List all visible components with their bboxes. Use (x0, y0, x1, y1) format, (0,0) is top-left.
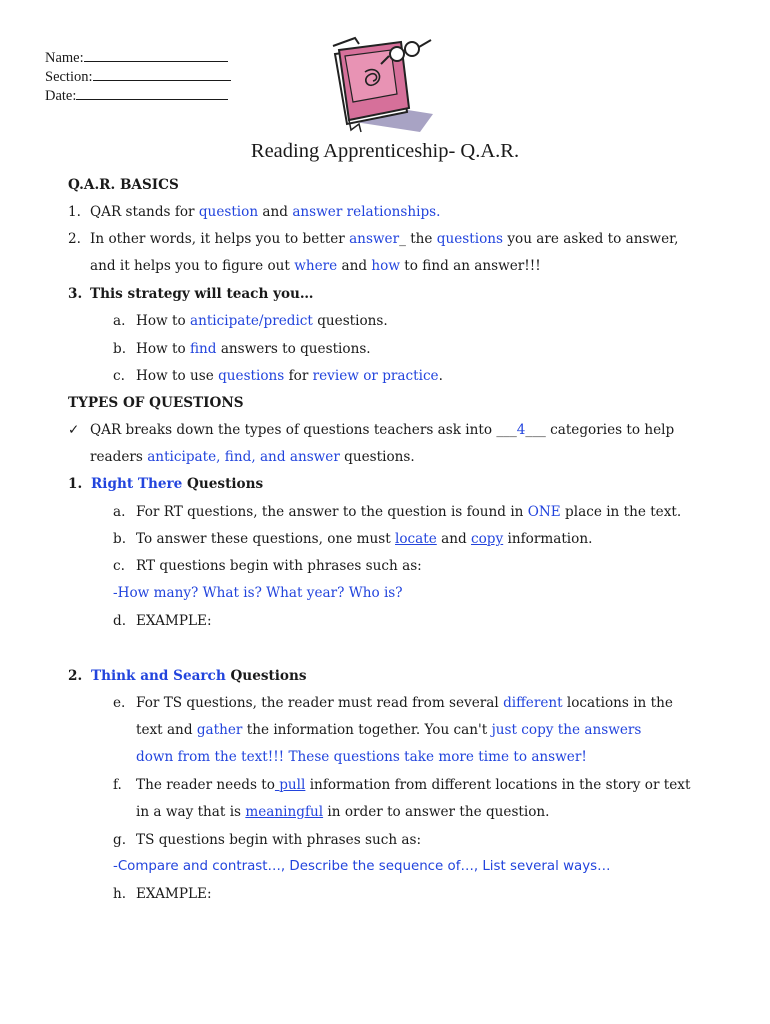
ts-item-f: f. The reader needs to pull information from different locations in the story or text (113, 777, 691, 793)
types-paragraph-cont: readers anticipate, find, and answer questions. (90, 449, 415, 465)
date-label: Date: (45, 88, 77, 104)
check-icon: ✓ (68, 422, 80, 438)
rt-item-a: a. For RT questions, the answer to the question is found in ONE place in the text. (113, 504, 682, 520)
basics-sub-a: a. How to anticipate/predict questions. (113, 313, 388, 329)
rt-heading: 1. Right There Questions (68, 476, 264, 492)
rt-item-c: c. RT questions begin with phrases such as: (113, 558, 422, 574)
page-title: Reading Apprenticeship- Q.A.R. (250, 140, 520, 162)
section-field (45, 66, 231, 86)
types-paragraph: ✓ QAR breaks down the types of questions teachers ask into ___4___ categories to help (68, 422, 675, 438)
rt-item-d: d. EXAMPLE: (113, 613, 212, 629)
ts-heading: 2. Think and Search Questions (68, 668, 307, 684)
basics-item-2: 2. In other words, it helps you to better answer_ the questions you are asked to answer, (68, 231, 679, 247)
ts-item-e-cont2: down from the text!!! These questions take more time to answer! (136, 749, 587, 765)
date-blank[interactable] (76, 85, 228, 100)
section-label: Section: (45, 69, 93, 85)
list-number: 1. (68, 204, 81, 220)
basics-sub-c: c. How to use questions for review or practice. (113, 368, 443, 384)
basics-item-1: 1. QAR stands for question and answer relationships. (68, 204, 441, 220)
section-blank[interactable] (93, 66, 231, 81)
date-field (45, 85, 228, 105)
basics-heading: Q.A.R. BASICS (68, 177, 179, 193)
ts-phrases: -Compare and contrast…, Describe the sequence of…, List several ways… (113, 859, 611, 874)
ts-item-e-cont1: text and gather the information together. You can't just copy the answers (136, 722, 642, 738)
ts-item-e: e. For TS questions, the reader must read from several different locations in the (113, 695, 673, 711)
list-number: 2. (68, 231, 81, 247)
basics-item-2-cont: and it helps you to figure out where and how to find an answer!!! (90, 258, 541, 274)
ts-item-g: g. TS questions begin with phrases such as: (113, 832, 422, 848)
name-field (45, 47, 228, 67)
name-label: Name: (45, 50, 84, 66)
name-blank[interactable] (84, 47, 228, 62)
basics-item-3: 3. This strategy will teach you… (68, 286, 314, 302)
ts-item-h: h. EXAMPLE: (113, 886, 212, 902)
rt-phrases: -How many? What is? What year? Who is? (113, 585, 403, 601)
list-number: 3. (68, 286, 83, 302)
rt-item-b: b. To answer these questions, one must locate and copy information. (113, 531, 593, 547)
book-glasses-illustration (325, 34, 435, 134)
ts-item-f-cont: in a way that is meaningful in order to answer the question. (136, 804, 550, 820)
types-heading: TYPES OF QUESTIONS (68, 395, 244, 411)
basics-sub-b: b. How to find answers to questions. (113, 341, 371, 357)
